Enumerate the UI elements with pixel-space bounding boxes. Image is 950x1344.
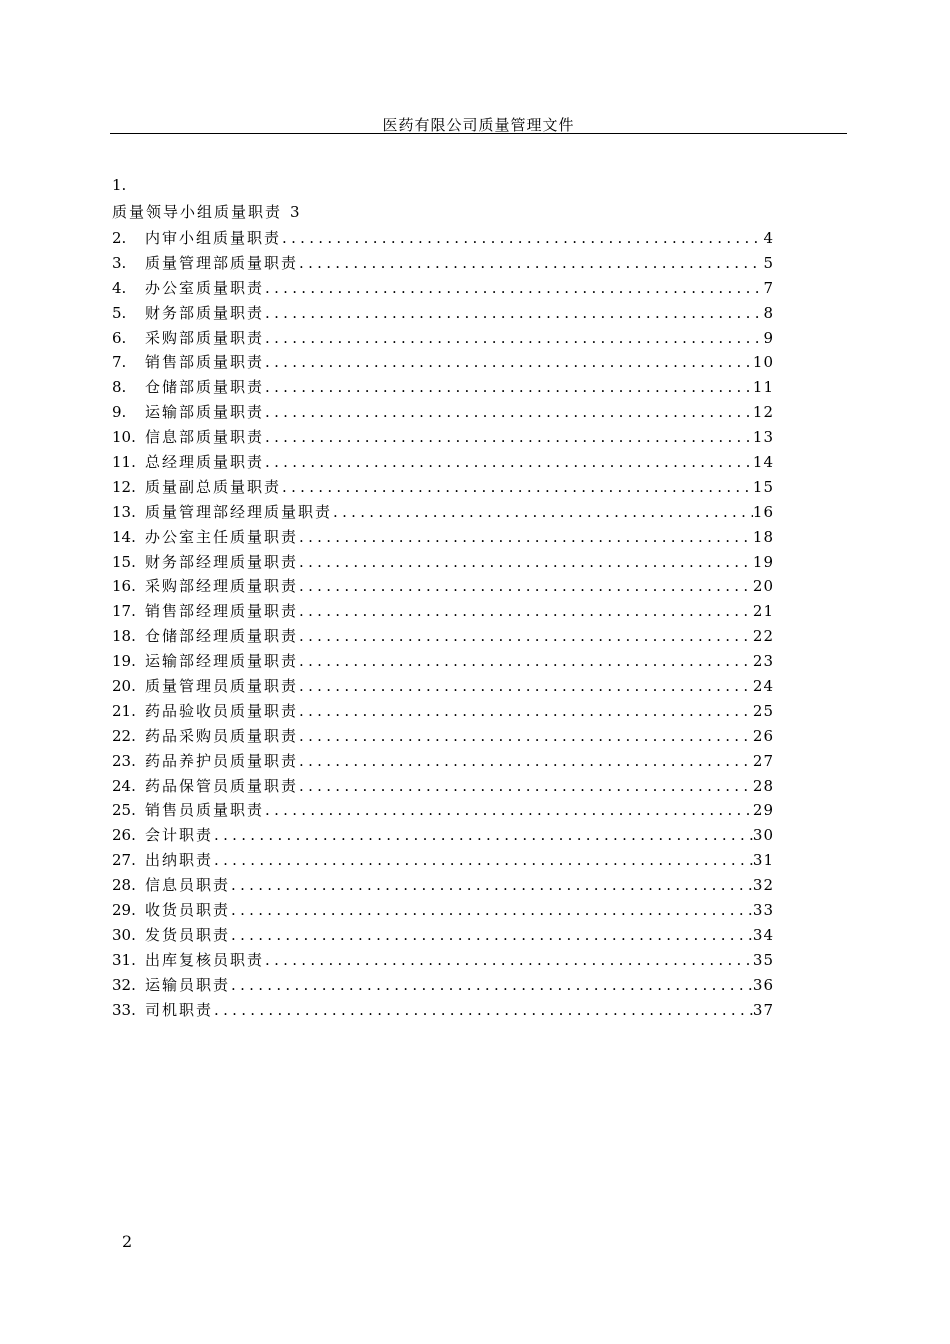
toc-entry[interactable] [112,550,774,575]
toc-entry[interactable] [112,798,774,823]
toc-leader-dots [213,823,753,848]
toc-entry-page: 14 [752,453,774,472]
toc-entry-title: 财务部质量职责 [145,303,265,322]
toc-entry-number: 23. [112,751,136,770]
toc-entry-number: 9. [112,403,127,422]
toc-entry-number: 8. [112,378,127,397]
toc-leader-dots [213,998,753,1023]
toc-entry[interactable] [112,450,774,475]
toc-entry[interactable] [112,898,774,923]
toc-entry-title: 质量领导小组质量职责 [112,203,283,221]
toc-entry-page: 27 [752,751,774,770]
toc-entry-number: 22. [112,726,136,745]
toc-entry-number: 20. [112,677,136,696]
toc-entry-number: 27. [112,851,136,870]
toc-leader-dots [298,649,753,674]
toc-entry[interactable] [112,301,774,326]
toc-entry-first[interactable] [112,201,300,222]
toc-entry-title: 质量副总质量职责 [145,477,282,496]
toc-leader-dots [264,326,763,351]
toc-entry[interactable] [112,948,774,973]
toc-entry[interactable] [112,724,774,749]
toc-entry-page: 12 [752,403,774,422]
toc-entry-page: 18 [752,527,774,546]
toc-entry-page: 24 [752,677,774,696]
toc-entry-number: 1. [112,176,127,194]
toc-entry[interactable] [112,326,774,351]
toc-leader-dots [332,500,753,525]
toc-entry-page: 34 [752,925,774,944]
toc-entry-number: 2. [112,229,127,247]
toc-entry-title: 信息部质量职责 [145,428,265,447]
toc-entry-number: 29. [112,901,136,920]
toc-entry-page: 36 [752,975,774,994]
toc-entry[interactable] [112,848,774,873]
toc-entry-page: 4 [763,229,774,247]
toc-entry-title: 采购部质量职责 [145,328,265,347]
toc-entry-page: 32 [752,876,774,895]
toc-entry-page: 19 [752,552,774,571]
toc-entry-title: 运输员职责 [145,975,231,994]
toc-entry-page: 13 [752,428,774,447]
toc-entry-title: 销售部经理质量职责 [145,602,299,621]
toc-entry[interactable] [112,973,774,998]
toc-entry-title: 收货员职责 [145,901,231,920]
toc-entry-number: 6. [112,328,127,347]
page-number: 2 [122,1232,133,1251]
toc-entry[interactable] [112,574,774,599]
toc-entry-title: 发货员职责 [145,925,231,944]
toc-leader-dots [298,749,753,774]
toc-entry-number: 31. [112,950,136,969]
toc-entry-page: 35 [752,950,774,969]
toc-entry[interactable] [112,649,774,674]
toc-entry-title: 药品保管员质量职责 [145,776,299,795]
toc-leader-dots [298,550,753,575]
toc-leader-dots [264,425,753,450]
toc-entry-title: 总经理质量职责 [145,453,265,472]
toc-entry-page: 37 [752,1000,774,1019]
toc-entry-number: 14. [112,527,136,546]
toc-leader-dots [298,251,763,276]
toc-entry-page: 23 [752,652,774,671]
toc-entry-number: 7. [112,353,127,372]
toc-entry-page: 7 [763,278,774,297]
toc-leader-dots [230,973,753,998]
toc-leader-dots [264,276,763,301]
toc-entry-title: 信息员职责 [145,876,231,895]
toc-entry[interactable] [112,525,774,550]
toc-entry-page: 20 [752,577,774,596]
toc-entry-page: 8 [763,303,774,322]
toc-entry[interactable] [112,425,774,450]
toc-leader-dots [298,699,753,724]
toc-entry-number: 25. [112,801,136,820]
toc-entry-page: 33 [752,901,774,920]
toc-entry-number: 19. [112,652,136,671]
toc-entry[interactable] [112,599,774,624]
toc-entry-number: 16. [112,577,136,596]
toc-leader-dots [298,525,753,550]
toc-leader-dots [213,848,753,873]
toc-entry-title: 出库复核员职责 [145,950,265,969]
toc-entry-page: 28 [752,776,774,795]
toc-leader-dots [281,226,763,251]
toc-entry-page: 29 [752,801,774,820]
toc-entry[interactable] [112,475,774,500]
toc-entry-number: 30. [112,925,136,944]
toc-entry[interactable] [112,674,774,699]
toc-entry-page: 16 [752,502,774,521]
toc-entry[interactable] [112,873,774,898]
toc-entry-title: 财务部经理质量职责 [145,552,299,571]
toc-entry-page: 5 [763,253,774,272]
toc-entry-title: 内审小组质量职责 [145,229,282,247]
table-of-contents [112,226,774,1023]
toc-leader-dots [264,450,753,475]
toc-leader-dots [264,948,753,973]
toc-entry[interactable] [112,774,774,799]
toc-leader-dots [298,774,753,799]
toc-leader-dots [264,400,753,425]
toc-leader-dots [230,873,753,898]
toc-leader-dots [264,375,753,400]
toc-entry-number: 3. [112,253,127,272]
toc-entry-page: 26 [752,726,774,745]
toc-entry-title: 会计职责 [145,826,214,845]
toc-entry-page: 9 [763,328,774,347]
header-divider [110,133,847,134]
toc-entry-page: 30 [752,826,774,845]
toc-entry[interactable] [112,375,774,400]
document-header-title: 医药有限公司质量管理文件 [382,116,575,134]
toc-entry-number: 24. [112,776,136,795]
toc-entry-number: 11. [112,453,136,472]
toc-entry-title: 销售员质量职责 [145,801,265,820]
toc-entry-number: 10. [112,428,136,447]
toc-entry[interactable] [112,749,774,774]
toc-entry-title: 药品采购员质量职责 [145,726,299,745]
toc-entry-title: 质量管理部质量职责 [145,253,299,272]
toc-leader-dots [264,350,753,375]
toc-entry-page: 25 [752,701,774,720]
toc-entry-number: 32. [112,975,136,994]
toc-entry-page: 11 [752,378,774,397]
toc-entry[interactable] [112,998,774,1023]
toc-leader-dots [264,301,763,326]
toc-leader-dots [264,798,753,823]
toc-entry-title: 司机职责 [145,1000,214,1019]
toc-entry[interactable] [112,500,774,525]
toc-entry-page: 21 [752,602,774,621]
toc-entry-title: 运输部经理质量职责 [145,652,299,671]
toc-entry[interactable] [112,923,774,948]
toc-entry-title: 质量管理员质量职责 [145,677,299,696]
toc-entry[interactable] [112,226,774,251]
toc-entry[interactable] [112,823,774,848]
toc-entry-page: 3 [290,203,300,221]
toc-leader-dots [298,624,753,649]
toc-entry[interactable] [112,400,774,425]
toc-entry[interactable] [112,624,774,649]
toc-entry[interactable] [112,699,774,724]
toc-entry-number: 5. [112,303,127,322]
toc-entry-title: 质量管理部经理质量职责 [145,502,333,521]
toc-entry-number: 4. [112,278,127,297]
toc-leader-dots [281,475,753,500]
toc-entry-number: 33. [112,1000,136,1019]
toc-entry-title: 药品养护员质量职责 [145,751,299,770]
toc-entry-title: 出纳职责 [145,851,214,870]
toc-entry-number: 17. [112,602,136,621]
toc-entry-page: 22 [752,627,774,646]
toc-leader-dots [298,724,753,749]
toc-entry-number: 28. [112,876,136,895]
toc-entry-number: 21. [112,701,136,720]
toc-entry-page: 31 [752,851,774,870]
toc-entry-page: 10 [752,353,774,372]
toc-leader-dots [298,599,753,624]
toc-entry-number: 13. [112,502,136,521]
toc-entry-number: 18. [112,627,136,646]
toc-leader-dots [230,923,753,948]
toc-entry-title: 销售部质量职责 [145,353,265,372]
toc-leader-dots [298,574,753,599]
toc-entry-title: 办公室质量职责 [145,278,265,297]
toc-entry-title: 仓储部质量职责 [145,378,265,397]
toc-entry-number: 26. [112,826,136,845]
toc-entry-title: 采购部经理质量职责 [145,577,299,596]
toc-entry-title: 仓储部经理质量职责 [145,627,299,646]
toc-entry[interactable] [112,251,774,276]
toc-leader-dots [298,674,753,699]
toc-entry-number: 12. [112,477,136,496]
toc-entry-page: 15 [752,477,774,496]
toc-leader-dots [230,898,753,923]
toc-entry-title: 药品验收员质量职责 [145,701,299,720]
toc-entry-number: 15. [112,552,136,571]
toc-entry-title: 运输部质量职责 [145,403,265,422]
toc-entry[interactable] [112,276,774,301]
toc-entry[interactable] [112,350,774,375]
toc-entry-title: 办公室主任质量职责 [145,527,299,546]
